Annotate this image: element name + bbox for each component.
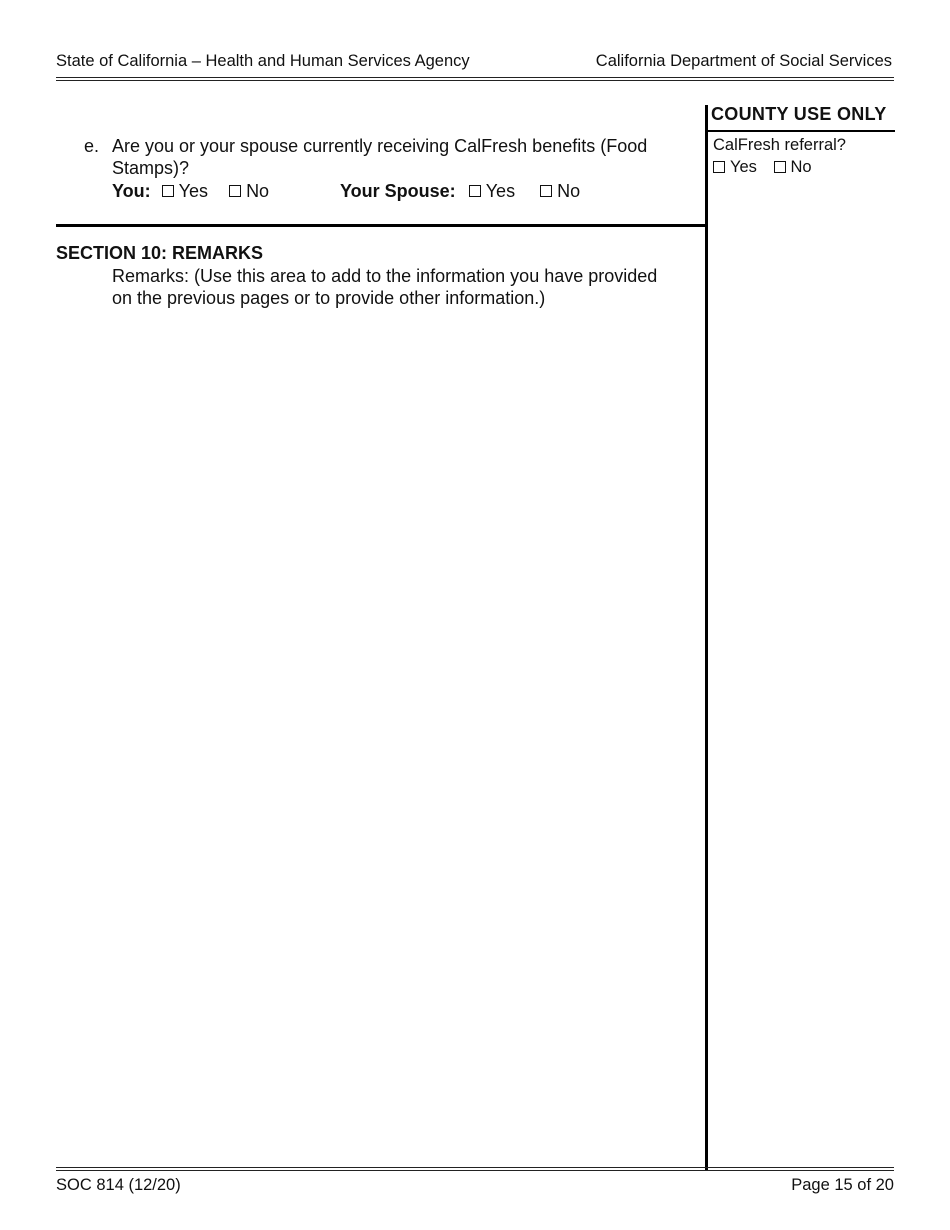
spouse-label: Your Spouse: <box>340 181 456 201</box>
spouse-yes-option[interactable]: Yes <box>469 180 515 202</box>
calfresh-referral-question: CalFresh referral? <box>713 136 846 154</box>
header-agency: State of California – Health and Human Services Agency <box>56 52 470 70</box>
you-label: You: <box>112 181 151 201</box>
county-title-rule <box>708 130 895 132</box>
question-e-text-line1: Are you or your spouse currently receiving CalFresh benefits (Food <box>112 136 648 156</box>
header-rule <box>56 77 894 81</box>
calfresh-referral-no[interactable]: No <box>774 156 812 178</box>
calfresh-referral-yes[interactable]: Yes <box>713 156 757 178</box>
page-number: Page 15 of 20 <box>791 1176 894 1194</box>
calfresh-referral-options <box>713 156 812 179</box>
spouse-answer-row <box>340 180 580 202</box>
checkbox-icon[interactable] <box>774 161 786 173</box>
question-e-text-line2: Stamps)? <box>112 158 190 178</box>
checkbox-icon[interactable] <box>229 185 241 197</box>
form-id: SOC 814 (12/20) <box>56 1176 181 1194</box>
remarks-instructions-line1: Remarks: (Use this area to add to the information you have provided <box>112 266 658 286</box>
checkbox-icon[interactable] <box>469 185 481 197</box>
checkbox-icon[interactable] <box>713 161 725 173</box>
footer-rule <box>56 1167 894 1171</box>
county-column-divider <box>705 105 708 1170</box>
remarks-instructions-line2: on the previous pages or to provide other information.) <box>112 288 546 308</box>
checkbox-icon[interactable] <box>540 185 552 197</box>
you-answer-row <box>112 180 269 202</box>
section-10-heading: SECTION 10: REMARKS <box>56 243 264 263</box>
section-divider-rule <box>56 224 706 227</box>
remarks-textarea[interactable] <box>60 318 704 1162</box>
header-department: California Department of Social Services <box>595 52 892 70</box>
you-no-option[interactable]: No <box>229 180 269 202</box>
you-yes-option[interactable]: Yes <box>162 180 208 202</box>
spouse-no-option[interactable]: No <box>540 180 580 202</box>
county-use-only-title: COUNTY USE ONLY <box>711 104 887 124</box>
checkbox-icon[interactable] <box>162 185 174 197</box>
question-e-letter: e. <box>84 136 100 156</box>
